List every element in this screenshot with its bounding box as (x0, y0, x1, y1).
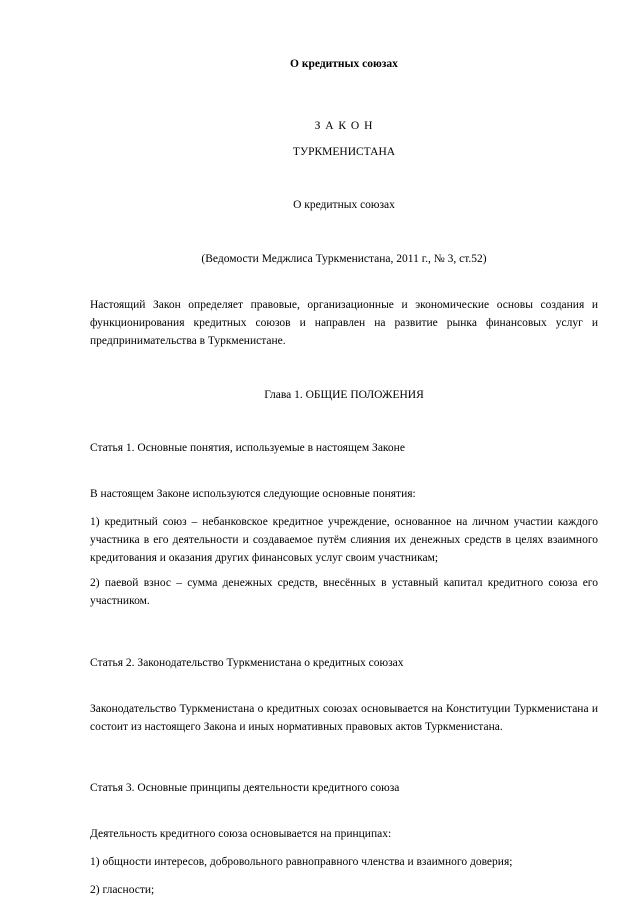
article-3-item-1: 1) общности интересов, добровольного равноправного членства и взаимного доверия; (90, 856, 513, 869)
law-label: З А К О Н (314, 119, 374, 132)
article-1-intro: В настоящем Законе используются следующие основные понятия: (90, 488, 416, 501)
article-1-item-1: 1) кредитный союз – небанковское кредитное учреждение, основанное на личном участии каждого участника в его деятельности и создаваемое путём слияния их денежных средств в целях взаимного кредитования и оказания других финансовых услуг своим участникам; (90, 515, 598, 564)
country-label: ТУРКМЕНИСТАНА (292, 145, 396, 158)
article-3-heading: Статья 3. Основные принципы деятельности кредитного союза (90, 782, 400, 795)
article-3-intro: Деятельность кредитного союза основывается на принципах: (90, 828, 392, 841)
article-2-heading: Статья 2. Законодательство Туркменистана о кредитных союзах (90, 657, 404, 669)
article-2-body: Законодательство Туркменистана о кредитных союзах основывается на Конституции Туркменистана и состоит из настоящего Закона и иных нормативных правовых актов Туркменистана. (90, 702, 598, 733)
document-subtitle: О кредитных союзах (293, 199, 395, 212)
preamble-paragraph: Настоящий Закон определяет правовые, организационные и экономические основы создания и функционирования кредитных союзов и направлен на развитие рынка финансовых услуг и предпринимательства в Туркменистане. (90, 299, 598, 347)
chapter-1-heading: Глава 1. ОБЩИЕ ПОЛОЖЕНИЯ (264, 388, 424, 401)
gazette-reference: (Ведомости Меджлиса Туркменистана, 2011 г., № 3, ст.52) (201, 253, 487, 266)
article-3-item-2: 2) гласности; (90, 883, 155, 896)
article-1-heading: Статья 1. Основные понятия, используемые в настоящем Законе (90, 442, 405, 455)
article-1-item-2: 2) паевой взнос – сумма денежных средств, внесённых в уставный капитал кредитного союза его участником. (90, 577, 598, 608)
document-title: О кредитных союзах (290, 58, 398, 70)
